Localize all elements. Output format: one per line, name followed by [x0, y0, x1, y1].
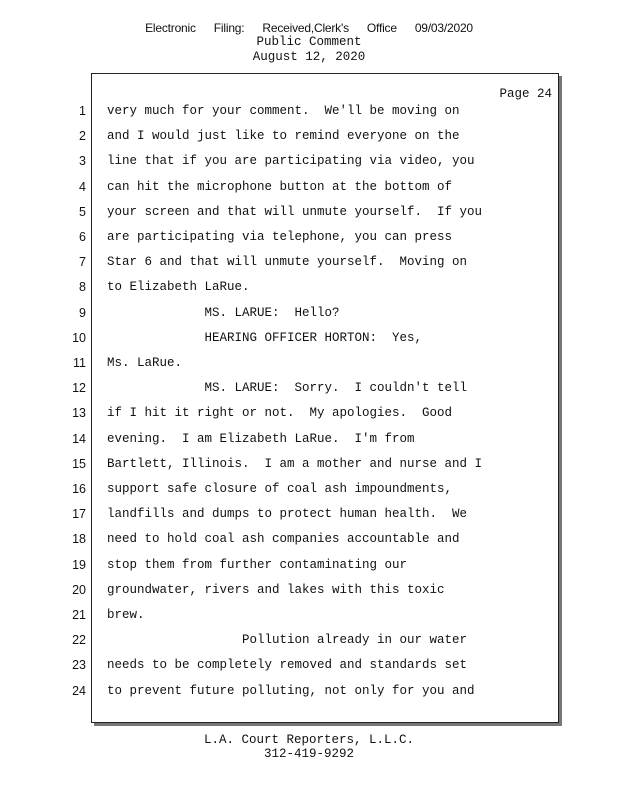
- footer-phone: 312-419-9292: [263, 747, 354, 761]
- line-number: 22: [72, 633, 86, 648]
- transcript-line: [0, 532, 618, 557]
- line-text: brew.: [107, 608, 145, 622]
- line-number: 16: [72, 482, 86, 496]
- line-number: 5: [79, 204, 86, 219]
- transcript-line: [0, 306, 618, 331]
- transcript-line: [0, 331, 618, 356]
- line-number: 6: [79, 230, 86, 244]
- transcript-line: [0, 507, 618, 532]
- line-number: 10: [72, 330, 86, 345]
- line-text: to prevent future polluting, not only for you and: [107, 683, 475, 698]
- line-number: 3: [79, 154, 86, 169]
- document-title: Public Comment: [256, 35, 362, 49]
- transcript-line: [0, 255, 618, 280]
- stamp-word: Received,Clerk's: [262, 21, 349, 35]
- line-number: 1: [79, 104, 86, 118]
- line-text: support safe closure of coal ash impoundments,: [107, 482, 453, 496]
- transcript-line: [0, 633, 618, 658]
- line-number: 15: [72, 456, 86, 471]
- page-number: Page 24: [499, 87, 552, 101]
- line-number: 19: [72, 557, 86, 572]
- line-number: 11: [73, 356, 86, 370]
- transcript-line: [0, 558, 618, 583]
- transcript-line: [0, 104, 618, 129]
- line-text: MS. LARUE: Sorry. I couldn't tell: [107, 381, 468, 396]
- line-number: 17: [72, 507, 86, 522]
- line-text: landfills and dumps to protect human health. We: [107, 507, 468, 522]
- line-text: Bartlett, Illinois. I am a mother and nurse and I: [107, 456, 483, 471]
- line-text: groundwater, rivers and lakes with this toxic: [107, 582, 445, 597]
- transcript-line: [0, 608, 618, 633]
- transcript-line: [0, 230, 618, 255]
- line-text: Star 6 and that will unmute yourself. Moving on: [107, 255, 468, 270]
- line-number: 8: [79, 280, 86, 295]
- transcript-line: [0, 432, 618, 457]
- transcript-line: [0, 129, 618, 154]
- line-number: 13: [72, 406, 86, 421]
- transcript-line: [0, 205, 618, 230]
- transcript-line: [0, 381, 618, 406]
- line-text: if I hit it right or not. My apologies. Good: [107, 406, 453, 421]
- line-text: stop them from further contaminating our: [107, 557, 408, 572]
- transcript-line: [0, 406, 618, 431]
- line-number: 7: [79, 255, 86, 270]
- transcript-line: [0, 280, 618, 305]
- stamp-word: Filing:: [213, 21, 245, 35]
- line-text: Ms. LaRue.: [107, 356, 183, 370]
- stamp-word: Electronic: [145, 21, 196, 35]
- line-number: 24: [72, 683, 86, 698]
- line-text: can hit the microphone button at the bottom of: [107, 179, 453, 194]
- line-text: evening. I am Elizabeth LaRue. I'm from: [107, 431, 415, 446]
- transcript-line: [0, 684, 618, 709]
- line-text: need to hold coal ash companies accountable and: [107, 532, 460, 547]
- transcript-line: [0, 154, 618, 179]
- line-number: 23: [72, 658, 86, 673]
- transcript-line: [0, 583, 618, 608]
- footer-company: L.A. Court Reporters, L.L.C.: [203, 733, 415, 747]
- line-text: are participating via telephone, you can press: [107, 230, 453, 244]
- transcript-line: [0, 356, 618, 381]
- transcript-line: [0, 180, 618, 205]
- transcript-line: [0, 457, 618, 482]
- line-text: to Elizabeth LaRue.: [107, 280, 250, 295]
- line-number: 18: [72, 532, 86, 547]
- stamp-word: Office: [366, 21, 397, 35]
- line-number: 12: [72, 381, 86, 396]
- filing-stamp: [0, 21, 618, 35]
- line-number: 9: [79, 305, 86, 320]
- line-text: MS. LARUE: Hello?: [107, 305, 340, 320]
- line-text: very much for your comment. We'll be moving on: [107, 104, 460, 118]
- line-number: 20: [72, 582, 86, 597]
- line-text: your screen and that will unmute yourself. If you: [107, 204, 483, 219]
- transcript-line: [0, 658, 618, 683]
- line-number: 21: [72, 608, 86, 622]
- line-number: 14: [72, 431, 86, 446]
- line-text: Pollution already in our water: [107, 633, 468, 648]
- line-number: 2: [79, 129, 86, 144]
- document-date: August 12, 2020: [252, 50, 366, 64]
- line-text: and I would just like to remind everyone on the: [107, 129, 460, 144]
- line-text: line that if you are participating via video, you: [107, 154, 475, 169]
- stamp-date: 09/03/2020: [414, 21, 473, 35]
- line-text: HEARING OFFICER HORTON: Yes,: [107, 330, 423, 345]
- transcript-line: [0, 482, 618, 507]
- line-number: 4: [79, 179, 86, 194]
- line-text: needs to be completely removed and standards set: [107, 658, 468, 673]
